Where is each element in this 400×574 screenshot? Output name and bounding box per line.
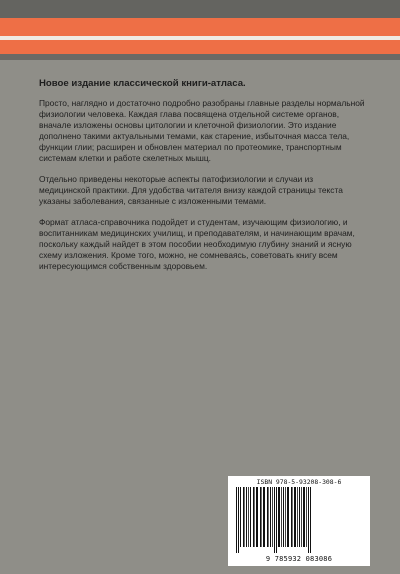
barcode-bar <box>276 487 277 553</box>
barcode-bar <box>238 487 239 553</box>
annotation-headline: Новое издание классической книги-атласа. <box>39 78 246 89</box>
barcode-bar <box>256 487 258 547</box>
barcode-bar <box>248 487 249 547</box>
barcode-bar <box>270 487 271 547</box>
barcode-bar <box>260 487 262 547</box>
annotation-paragraph-3: Формат атласа-справочника подойдет и студентам, изучающим физиологию, и воспитанникам медицинских училищ, и преподавателям, и начинающим врачам, поскольку каждый найдет в этом пособии необходимую глубину знаний и ясную схему изложения. Кроме того, можно, не сомневаясь, советовать книгу всем интересующимся собственным здоровьем. <box>39 217 355 271</box>
barcode-bar <box>240 487 241 547</box>
barcode-bar <box>291 487 293 547</box>
top-orange-band <box>0 18 400 36</box>
barcode-bar <box>267 487 269 547</box>
barcode-icon <box>234 487 364 555</box>
barcode-bar <box>274 487 275 553</box>
annotation-text <box>39 78 365 282</box>
annotation-paragraph-2: Отдельно приведены некоторые аспекты патофизиологии и случаи из медицинской практики. Для удобства читателя внизу каждой страницы текста указаны заболевания, связанные с изложенными темами. <box>39 174 343 206</box>
annotation-paragraph-1: Просто, наглядно и достаточно подробно разобраны главные разделы нормальной физиологии человека. Каждая глава посвящена отдельной системе органов, вначале изложены основы цитологии и клеточной физиологии. Это издание дополнено такими актуальными темами, как старение, избыточная масса тела, функции глии; расширен и обновлен материал по протеомике, транспортным системам клетки и работе скелетных мышц. <box>39 98 365 163</box>
barcode-bar <box>297 487 298 547</box>
top-dark-band <box>0 0 400 18</box>
barcode-bar <box>285 487 286 547</box>
barcode-bar <box>310 487 311 553</box>
barcode-bar <box>306 487 307 547</box>
barcode-bar <box>308 487 309 553</box>
barcode-bar <box>236 487 237 553</box>
barcode-bar <box>283 487 284 547</box>
isbn-label: ISBN 978-5-93208-308-6 <box>256 478 342 486</box>
barcode-bar <box>287 487 289 547</box>
isbn-barcode-box <box>228 476 370 566</box>
barcode-digits: 9 785932 083086 <box>265 555 333 563</box>
barcode-bar <box>253 487 255 547</box>
barcode-bar <box>301 487 302 547</box>
barcode-bar <box>250 487 251 547</box>
barcode-bar <box>243 487 245 547</box>
barcode-bar <box>278 487 280 547</box>
barcode-bar <box>246 487 247 547</box>
second-orange-band <box>0 40 400 54</box>
barcode-bar <box>281 487 282 547</box>
barcode-bar <box>299 487 300 547</box>
barcode-bar <box>272 487 273 547</box>
barcode-bar <box>303 487 305 547</box>
barcode-bar <box>294 487 296 547</box>
second-dark-band <box>0 54 400 60</box>
barcode-bar <box>263 487 265 547</box>
